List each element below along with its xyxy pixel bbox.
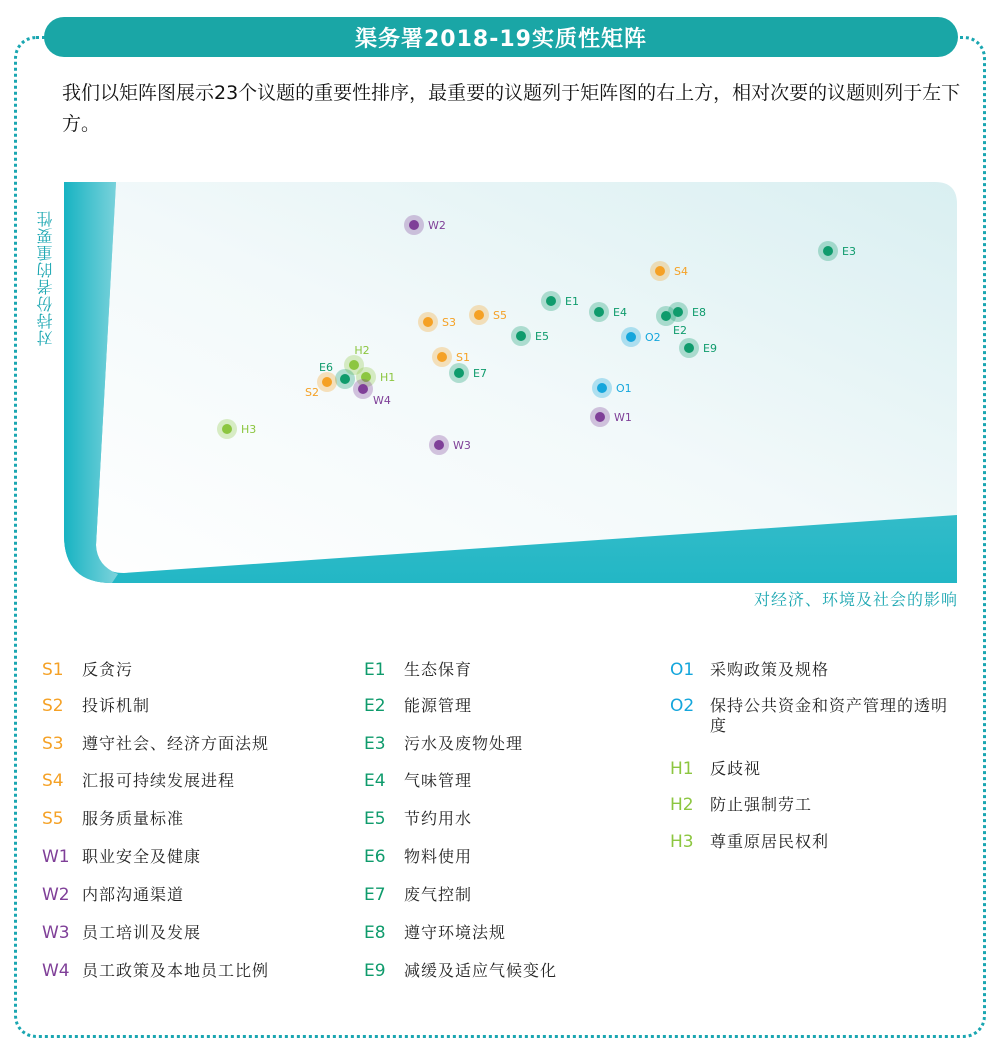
legend-text: 职业安全及健康 bbox=[82, 847, 202, 866]
legend-code: H3 bbox=[670, 832, 694, 852]
point-dot bbox=[823, 246, 833, 256]
point-label: W3 bbox=[453, 439, 471, 452]
point-dot bbox=[434, 440, 444, 450]
point-dot bbox=[546, 296, 556, 306]
point-label: H2 bbox=[354, 344, 370, 357]
legend-item-e2 bbox=[364, 696, 472, 716]
point-label: S5 bbox=[493, 309, 507, 322]
point-label: E4 bbox=[613, 306, 627, 319]
legend-text: 员工政策及本地员工比例 bbox=[82, 961, 270, 980]
legend-code: W1 bbox=[42, 847, 70, 867]
legend-code: W2 bbox=[42, 885, 70, 905]
legend-code: E4 bbox=[364, 771, 386, 791]
point-dot bbox=[454, 368, 464, 378]
point-label: W4 bbox=[373, 394, 391, 407]
legend-code: W4 bbox=[42, 961, 70, 981]
point-dot bbox=[222, 424, 232, 434]
legend-item-h1 bbox=[670, 759, 761, 779]
legend-code: S4 bbox=[42, 771, 64, 791]
legend-text: 防止强制劳工 bbox=[710, 795, 813, 814]
legend-item-o1 bbox=[670, 660, 829, 680]
legend-text: 汇报可持续发展进程 bbox=[82, 771, 236, 790]
point-dot bbox=[474, 310, 484, 320]
point-dot bbox=[597, 383, 607, 393]
legend-item-w4 bbox=[42, 961, 269, 981]
legend-item-e3 bbox=[364, 734, 523, 754]
point-label: S3 bbox=[442, 316, 456, 329]
legend-text: 物料使用 bbox=[404, 847, 473, 866]
legend-code: S1 bbox=[42, 660, 64, 680]
point-label: S2 bbox=[305, 386, 319, 399]
point-label: O2 bbox=[645, 331, 661, 344]
point-dot bbox=[655, 266, 665, 276]
legend-code: W3 bbox=[42, 923, 70, 943]
point-label: E6 bbox=[319, 361, 333, 374]
point-label: E1 bbox=[565, 295, 579, 308]
point-label: S4 bbox=[674, 265, 688, 278]
legend-text: 投诉机制 bbox=[82, 696, 151, 715]
legend-item-h2 bbox=[670, 795, 812, 815]
legend-text: 气味管理 bbox=[404, 771, 473, 790]
point-label: H1 bbox=[380, 371, 396, 384]
legend-item-w3 bbox=[42, 923, 201, 943]
legend-text: 反歧视 bbox=[710, 759, 762, 778]
point-dot bbox=[661, 311, 671, 321]
legend-text: 节约用水 bbox=[404, 809, 473, 828]
legend-text: 废气控制 bbox=[404, 885, 473, 904]
legend-item-e1 bbox=[364, 660, 472, 680]
legend-code: S5 bbox=[42, 809, 64, 829]
legend-text: 尊重原居民权利 bbox=[710, 832, 830, 851]
point-dot bbox=[437, 352, 447, 362]
point-dot bbox=[340, 374, 350, 384]
page-title: 渠务署2018-19实质性矩阵 bbox=[44, 17, 958, 57]
point-label: E7 bbox=[473, 367, 487, 380]
point-dot bbox=[594, 307, 604, 317]
legend-code: E5 bbox=[364, 809, 386, 829]
legend-item-e6 bbox=[364, 847, 472, 867]
legend-code: O1 bbox=[670, 660, 695, 680]
legend-item-s1 bbox=[42, 660, 133, 680]
point-dot bbox=[626, 332, 636, 342]
point-dot bbox=[409, 220, 419, 230]
legend-item-e9 bbox=[364, 961, 557, 981]
legend-code: H1 bbox=[670, 759, 694, 779]
point-label: E5 bbox=[535, 330, 549, 343]
legend-text: 采购政策及规格 bbox=[710, 660, 830, 679]
legend-text: 遵守环境法规 bbox=[404, 923, 507, 942]
point-dot bbox=[322, 377, 332, 387]
point-dot bbox=[423, 317, 433, 327]
point-dot bbox=[684, 343, 694, 353]
point-label: W1 bbox=[614, 411, 632, 424]
legend-code: E9 bbox=[364, 961, 386, 981]
point-dot bbox=[349, 360, 359, 370]
point-label: E8 bbox=[692, 306, 706, 319]
legend-item-w2 bbox=[42, 885, 184, 905]
legend-item-h3 bbox=[670, 832, 829, 852]
legend-code: E6 bbox=[364, 847, 386, 867]
legend-code: H2 bbox=[670, 795, 694, 815]
legend-text: 污水及废物处理 bbox=[404, 734, 524, 753]
legend-item-s2 bbox=[42, 696, 150, 716]
legend-text: 内部沟通渠道 bbox=[82, 885, 185, 904]
legend-item-s5 bbox=[42, 809, 184, 829]
legend-item-e8 bbox=[364, 923, 506, 943]
legend-text: 遵守社会、经济方面法规 bbox=[82, 734, 270, 753]
legend-text: 减缓及适应气候变化 bbox=[404, 961, 558, 980]
intro-text: 我们以矩阵图展示23个议题的重要性排序，最重要的议题列于矩阵图的右上方，相对次要的议题则列于左下方。 bbox=[62, 82, 961, 135]
point-label: H3 bbox=[241, 423, 257, 436]
point-dot bbox=[595, 412, 605, 422]
legend-item-o2 bbox=[670, 696, 960, 736]
legend-code: E7 bbox=[364, 885, 386, 905]
legend-text: 生态保育 bbox=[404, 660, 473, 679]
matrix-background bbox=[64, 182, 957, 583]
legend-item-s3 bbox=[42, 734, 269, 754]
legend-code: E3 bbox=[364, 734, 386, 754]
point-label: E3 bbox=[842, 245, 856, 258]
legend-text: 反贪污 bbox=[82, 660, 134, 679]
legend-text: 员工培训及发展 bbox=[82, 923, 202, 942]
point-dot bbox=[516, 331, 526, 341]
legend-item-w1 bbox=[42, 847, 201, 867]
legend-text: 能源管理 bbox=[404, 696, 473, 715]
legend-code: S2 bbox=[42, 696, 64, 716]
legend-text: 服务质量标准 bbox=[82, 809, 185, 828]
legend-code: E1 bbox=[364, 660, 386, 680]
point-label: O1 bbox=[616, 382, 632, 395]
legend-item-s4 bbox=[42, 771, 235, 791]
point-dot bbox=[358, 384, 368, 394]
legend-item-e7 bbox=[364, 885, 472, 905]
legend-code: E2 bbox=[364, 696, 386, 716]
point-label: S1 bbox=[456, 351, 470, 364]
legend-code: O2 bbox=[670, 696, 695, 716]
y-axis-label: 对持份者的重要性 bbox=[36, 210, 55, 346]
x-axis-label: 对经济、环境及社会的影响 bbox=[753, 590, 958, 609]
point-label: E2 bbox=[673, 324, 687, 337]
legend-text: 保持公共资金和资产管理的透明度 bbox=[710, 696, 949, 735]
legend-code: E8 bbox=[364, 923, 386, 943]
point-label: E9 bbox=[703, 342, 717, 355]
legend-item-e5 bbox=[364, 809, 472, 829]
legend-item-e4 bbox=[364, 771, 472, 791]
legend-code: S3 bbox=[42, 734, 64, 754]
point-label: W2 bbox=[428, 219, 446, 232]
